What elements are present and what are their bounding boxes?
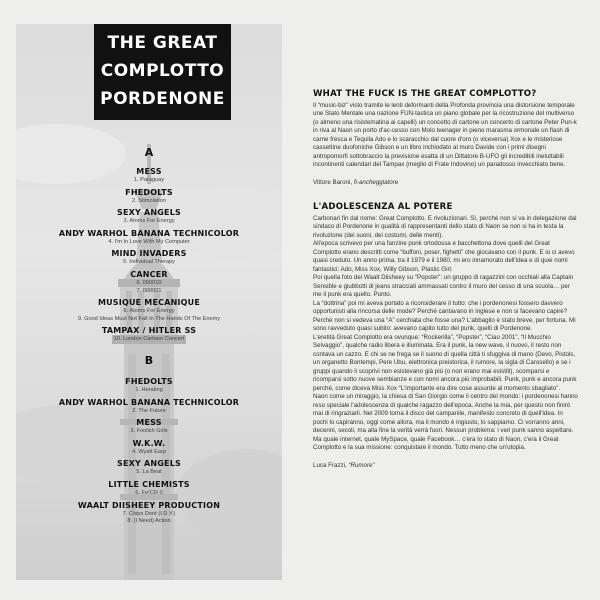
artist-name: FHEDOLTS [125,376,173,386]
artist-name: W.K.W. [132,438,166,448]
signature-name: Vittore Baroni, [313,178,354,186]
title-line-2: COMPLOTTO [100,61,225,81]
track-block [16,501,282,526]
liner-notes [313,90,579,470]
artist-name: SEXY ANGELS [117,208,181,218]
song-title: 3. Atoms For Energy [123,218,175,225]
song-title: 1. Paraguay [133,177,165,183]
song-title: 3. Foolish Girls [130,428,168,435]
song-title: 9. Good Ideas Must Not Fall In The Hands Of The Enemy [77,315,221,322]
song-title: 4. Wyatt Earp [132,448,166,455]
title-line-1: THE GREAT [107,33,218,53]
album-title [94,24,231,120]
section-body [313,215,579,453]
track-block [16,377,282,395]
song-title: 2. The Future [132,407,166,414]
song-title: 10. London Cartoon Concert [113,336,185,343]
track-block [16,270,282,295]
artist-name: MESS [136,167,162,176]
section-heading: L'ADOLESCENZA AL POTERE [313,202,453,212]
artist-name: MUSIQUE MECANIQUE [97,298,201,308]
song-title: 2. Stimolation [132,197,166,204]
track-block [16,188,282,206]
song-title: 7. 000001 [136,287,162,294]
paragraph: Ma quale internet, quale MySpace, quale Facebook… c'era lo stato di Naon, c'era il Great Complotto e la sua missione: conquistare il mondo. Tutto meno che un'utopia. [313,435,559,451]
song-title: 8. (I Need) Action [127,518,171,525]
track-block [16,167,282,185]
tracklist-panel [16,24,282,580]
song-title: 1. Herating [135,386,163,393]
signature-name: Luca Frazzi, [313,461,349,469]
signature-role: fi-ancheggiatore [353,178,399,186]
signature-role: “Rumore” [348,461,375,469]
side-a-tracks [16,167,282,344]
title-line-3: PORDENONE [100,89,225,109]
paragraph: Poi quella foto dei Waalt Diisheey su “Popster”: un gruppo di ragazzini con occhiali alla Captain Sensible e giubbotti di jeans stracciati ammassati contro il muro del cesso di una scuola… per me il punk era quello. Punto. [313,274,574,298]
section-adolescenza [313,203,579,470]
side-b-tracks [16,377,282,526]
track-block [16,418,282,436]
artist-name: TAMPAX / HITLER SS [101,326,197,336]
paragraph: L'eretità Great Complotto era ovunque: “Rockerilla”, “Popster”, “Ciao 2001”, “Il Mucchio Selvaggio”, qualche radio libera e illuminata. Era il punk, la new wave, il nuovo, il resto non contava un cazzo. E chi se ne frega se il suono di quella città ti sfuggiva di mano (Devo, Pistols, un organetto Bontempi, Pere Ubu, elettronica preistorica, il rumore, la sigla di Carosello) e se i gruppi quando li scoprivi non esistevano già più (o non erano mai esistiti), scomparsi e ricomparsi sotto nuove sembianze e con nomi ancora più improbabili. Punk, punk e ancora punk perché, come diceva Miss Xox “L'importante era dire cose assurde al momento sbagliato”. [313,333,577,392]
track-block [16,229,282,247]
track-block [16,298,282,323]
section-body: Il “music-biz” visto tramite le lenti deformanti della Profonda provincia una distorsione temporale une Stato Mentale una nazione FUN-tastica un piano globale per la ricostruzione del multiverso (o almeno una risistematina ai capelli) un concetto di cartone un concerto di cartone Peter Pun-k in riva al Naon un porto d'ac-cesso con Molo teenager in pieno marasma ormonale un flash di carne fresca e Tequila Ado e lo scaracchio dal cuore d'oro (o viceversa) Xox e le misteriose cassettine duofoniche Gibson e un libro inchiodato al muro Davide con i primi disegni antropomorfi sottobraccio la previsione esatta di un Dittatore B-UFO gli incredibili ineluttabili incontinenti calendari del Tampax (meglio di Frate Indovino) un paradosso invecchiato bene. [313,101,577,168]
artist-name: FHEDOLTS [125,187,173,197]
song-title: 7. Chips Dorè (I.D.Y.) [122,510,176,517]
artist-name: WAALT DIISHEEY PRODUCTION [77,500,221,510]
artist-name: ANDY WARHOL BANANA TECHNICOLOR [58,397,240,407]
track-block [16,480,282,498]
artist-name: MESS [136,418,162,428]
section-heading: WHAT THE FUCK IS THE GREAT COMPLOTTO? [313,89,537,99]
song-title: 8. Atoms For Energy [123,308,175,315]
track-block [16,459,282,477]
song-title: 6. Fe²CR 0 [135,489,163,496]
song-title: 4. I'm In Love With My Computer [108,238,190,245]
section-what-is [313,90,579,187]
track-block [16,439,282,457]
artist-name: ANDY WARHOL BANANA TECHNICOLOR [58,228,240,238]
paragraph: All'epoca scrivevo per una fanzine punk ortodossa e bacchettona dove quelli del Great Complotto erano descritti come “buffoni, poser, fighetti” che giocavano con il punk. E io ci avevo quasi creduto. Un anno prima, tra il 1979 e il 1980, mi ero innamorato dell'idea e di quei nomi fantastici: Ado, Miss Xox, Willy Gibson, Plastic Girl. [313,240,575,273]
song-title: 5. Individual Therapy [123,259,175,266]
side-b-label: B [144,353,154,367]
signature [313,179,579,188]
track-block [16,249,282,267]
signature [313,462,579,471]
song-title: 6. 000010 [136,279,162,286]
paragraph: La “dottrina” poi mi aveva portato a riconsiderare il tutto: che i pordenonesi fossero davvero opportunisti alla rincorsa delle mode? Perché cantavano in inglese e non si facevano capire? Perché non si vedeva una “A” cerchiata che fosse una? L'abbaglio è stato breve, per fortuna. Mi sono ravveduto quasi subito: avevano capito tutto del punk, quelli di Pordenone. [313,299,576,332]
tracklist [16,146,282,529]
track-block [16,326,282,344]
artist-name: MIND INVADERS [111,249,187,259]
paragraph: Naon come un miraggio, la chiesa di San Giorgio come il centro del mondo: i pordenonesi hanno reso speciale l'adolescenza di qualche ragazzo dell'epoca. Anche la mia, per questo non finirò mai di ringraziarli. Nel 2009 torna il disco del campanile, manifesto concreto di quell'idea. In pochi lo capiranno, oggi come allora, ma il mondo è ingiusto, lo sappiamo. Ci vorranno anni, decenni, secoli, ma alla fine la verità verrà fuori. Nessun problema: i veri punk sanno aspettare. [313,393,578,434]
track-block [16,208,282,226]
artist-name: LITTLE CHEMISTS [108,479,190,489]
song-title: 5. La Beat [136,469,162,476]
track-block [16,398,282,416]
artist-name: CANCER [130,269,168,279]
artist-name: SEXY ANGELS [117,459,181,469]
side-a-label: A [144,146,154,159]
paragraph: Carbonari fin dal nome: Great Complotto. E rivoluzionari. Sì, perché non si va in delegazione dal sindaco di Pordenone in qualità di rappresentanti dello stato di Naon se non si ha in testa la rivoluzione (dei suoni, dei costumi, delle menti). [313,214,577,239]
